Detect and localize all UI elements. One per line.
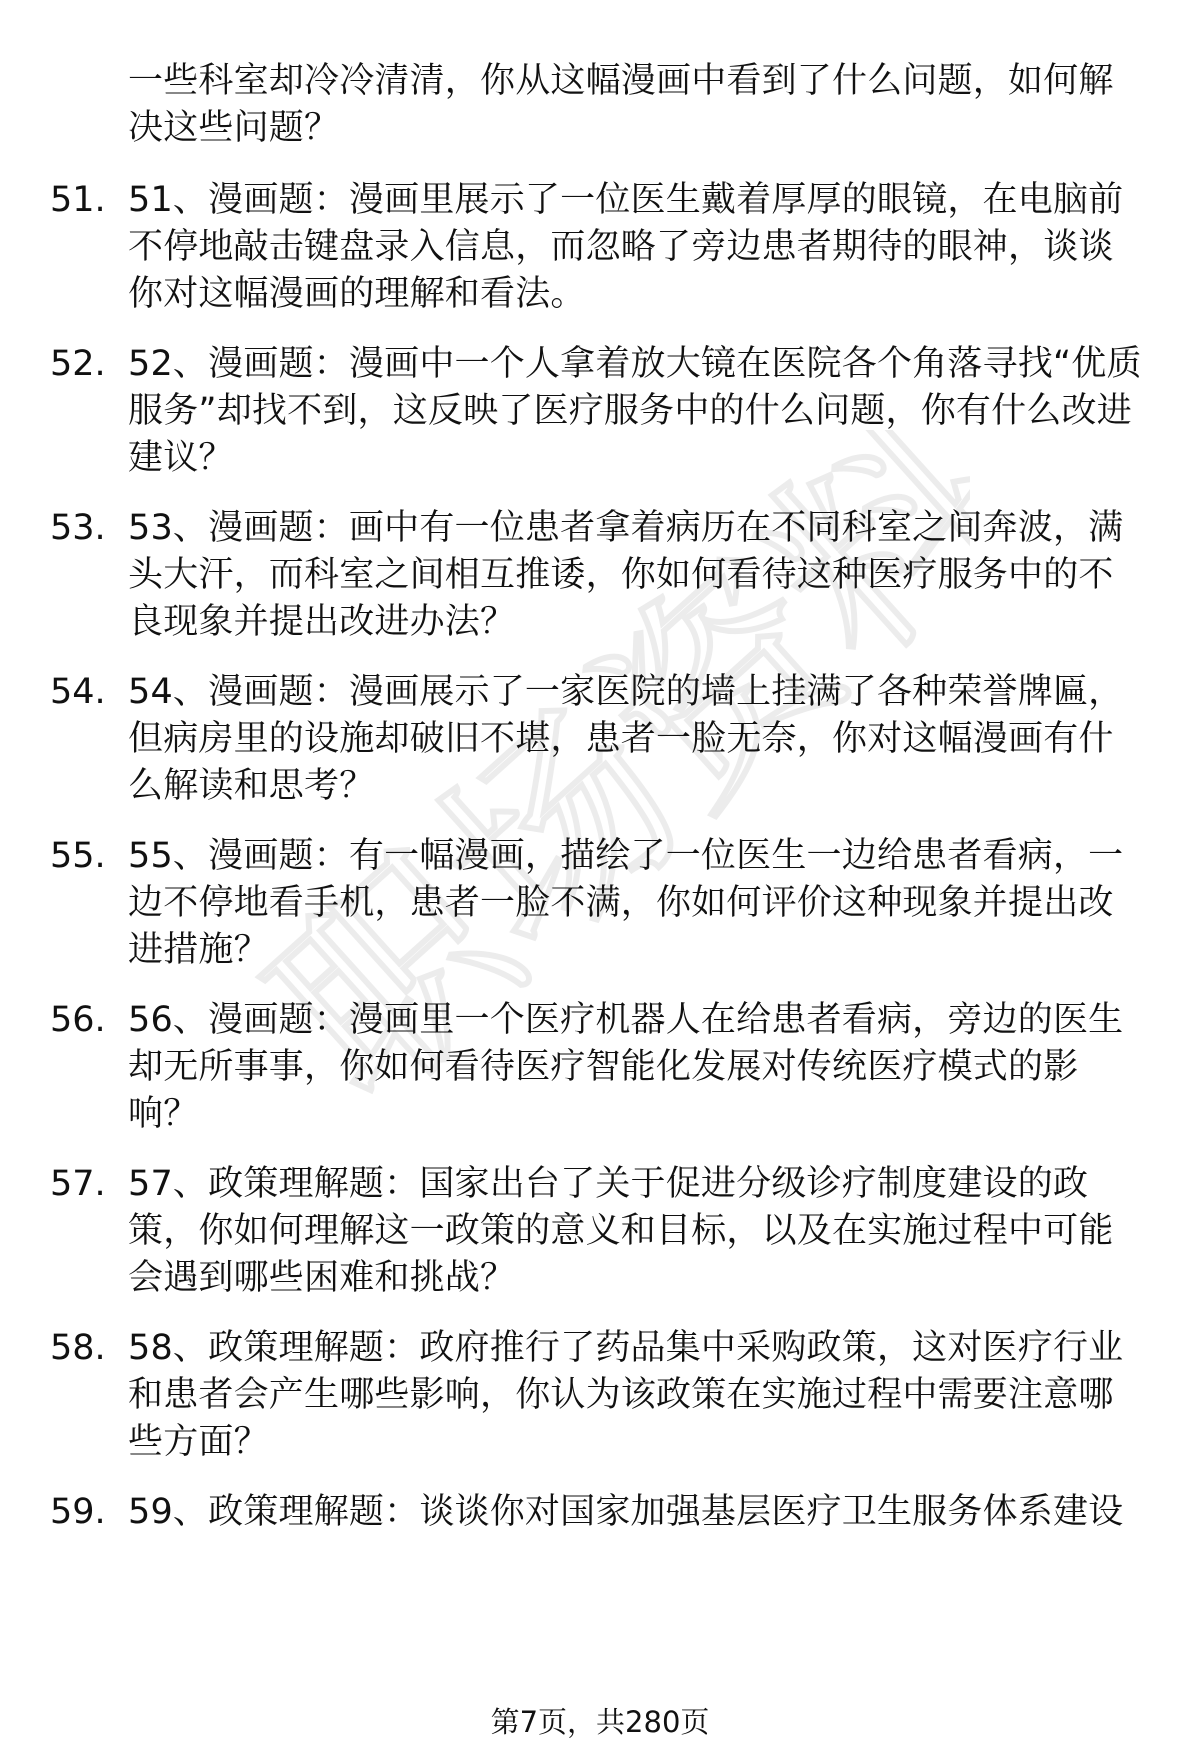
question-number: 52. (50, 344, 106, 384)
question-number: 59. (50, 1492, 106, 1532)
question-number: 57. (50, 1164, 106, 1204)
watermark-text: 职场资料 (230, 430, 970, 1147)
intro-paragraph: 一些科室却冷冷清清，你从这幅漫画中看到了什么问题，如何解决这些问题？ (128, 61, 1114, 148)
question-text: 51、漫画题：漫画里展示了一位医生戴着厚厚的眼镜，在电脑前不停地敲击键盘录入信息，而忽略了旁边患者期待的眼神，谈谈你对这幅漫画的理解和看法。 (128, 180, 1124, 314)
question-number: 58. (50, 1328, 106, 1368)
question-number: 56. (50, 1000, 106, 1040)
question-text: 54、漫画题：漫画展示了一家医院的墙上挂满了各种荣誉牌匾，但病房里的设施却破旧不堪，患者一脸无奈，你对这幅漫画有什么解读和思考？ (128, 672, 1124, 806)
question-text: 57、政策理解题：国家出台了关于促进分级诊疗制度建设的政策，你如何理解这一政策的意义和目标，以及在实施过程中可能会遇到哪些困难和挑战？ (128, 1164, 1114, 1298)
question-text: 56、漫画题：漫画里一个医疗机器人在给患者看病，旁边的医生却无所事事，你如何看待医疗智能化发展对传统医疗模式的影响？ (128, 1000, 1124, 1134)
question-number: 53. (50, 508, 106, 548)
question-text: 55、漫画题：有一幅漫画，描绘了一位医生一边给患者看病，一边不停地看手机，患者一脸不满，你如何评价这种现象并提出改进措施？ (128, 836, 1124, 970)
question-number: 55. (50, 836, 106, 876)
question-number: 51. (50, 180, 106, 220)
question-text: 58、政策理解题：政府推行了药品集中采购政策，这对医疗行业和患者会产生哪些影响，你认为该政策在实施过程中需要注意哪些方面？ (128, 1328, 1124, 1462)
question-text: 52、漫画题：漫画中一个人拿着放大镜在医院各个角落寻找“优质服务”却找不到，这反映了医疗服务中的什么问题，你有什么改进建议？ (128, 344, 1142, 478)
question-text: 59、政策理解题：谈谈你对国家加强基层医疗卫生服务体系建设 (128, 1492, 1124, 1532)
page-footer: 第7页，共280页 (490, 1705, 710, 1739)
question-text: 53、漫画题：画中有一位患者拿着病历在不同科室之间奔波，满头大汗，而科室之间相互推诿，你如何看待这种医疗服务中的不良现象并提出改进办法？ (128, 508, 1124, 642)
question-number: 54. (50, 672, 106, 712)
